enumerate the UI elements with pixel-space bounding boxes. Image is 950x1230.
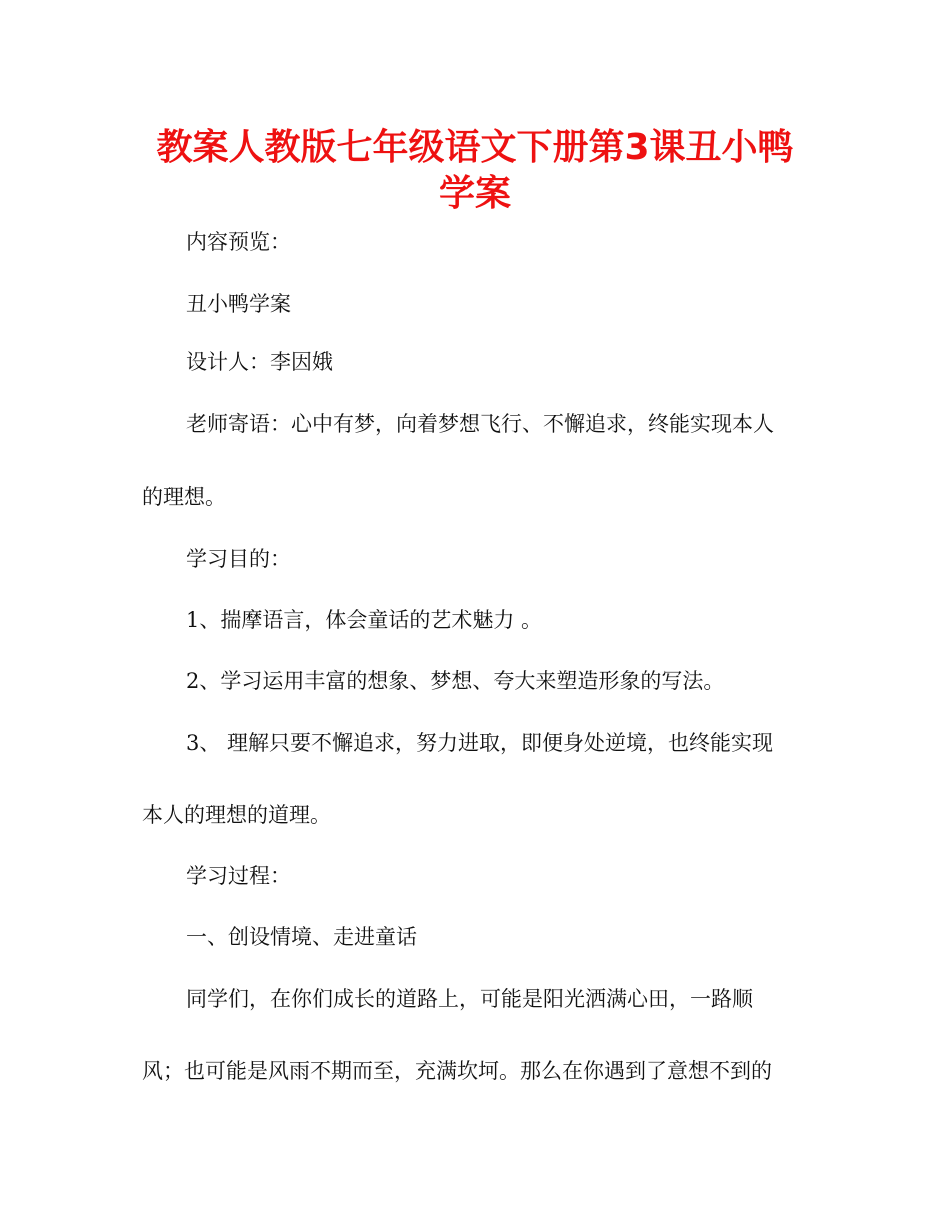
document-title-line-2: 学案 (438, 173, 511, 214)
teacher-message-line-1: 老师寄语：心中有梦，向着梦想飞行、不懈追求，终能实现本人 (186, 412, 774, 436)
learning-goal-2: 2、学习运用丰富的想象、梦想、夸大来塑造形象的写法。 (186, 669, 725, 693)
section-one-heading: 一、创设情境、走进童话 (186, 925, 417, 949)
learning-process-heading: 学习过程： (186, 864, 291, 888)
subtitle: 丑小鸭学案 (186, 292, 291, 316)
designer-line: 设计人：李因娥 (186, 350, 333, 374)
intro-paragraph-line-2: 风；也可能是风雨不期而至，充满坎坷。那么在你遇到了意想不到的 (142, 1059, 772, 1083)
learning-goals-heading: 学习目的： (186, 547, 291, 571)
document-title-line-1: 教案人教版七年级语文下册第3课丑小鸭 (156, 127, 794, 168)
teacher-message-line-2: 的理想。 (142, 485, 226, 509)
learning-goal-3-line-1: 3、 理解只要不懈追求，努力进取，即便身处逆境，也终能实现 (186, 731, 774, 755)
intro-paragraph-line-1: 同学们，在你们成长的道路上，可能是阳光洒满心田，一路顺 (186, 987, 753, 1011)
learning-goal-1: 1、揣摩语言，体会童话的艺术魅力 。 (186, 608, 543, 632)
content-preview-label: 内容预览： (186, 230, 291, 254)
learning-goal-3-line-2: 本人的理想的道理。 (142, 803, 331, 827)
